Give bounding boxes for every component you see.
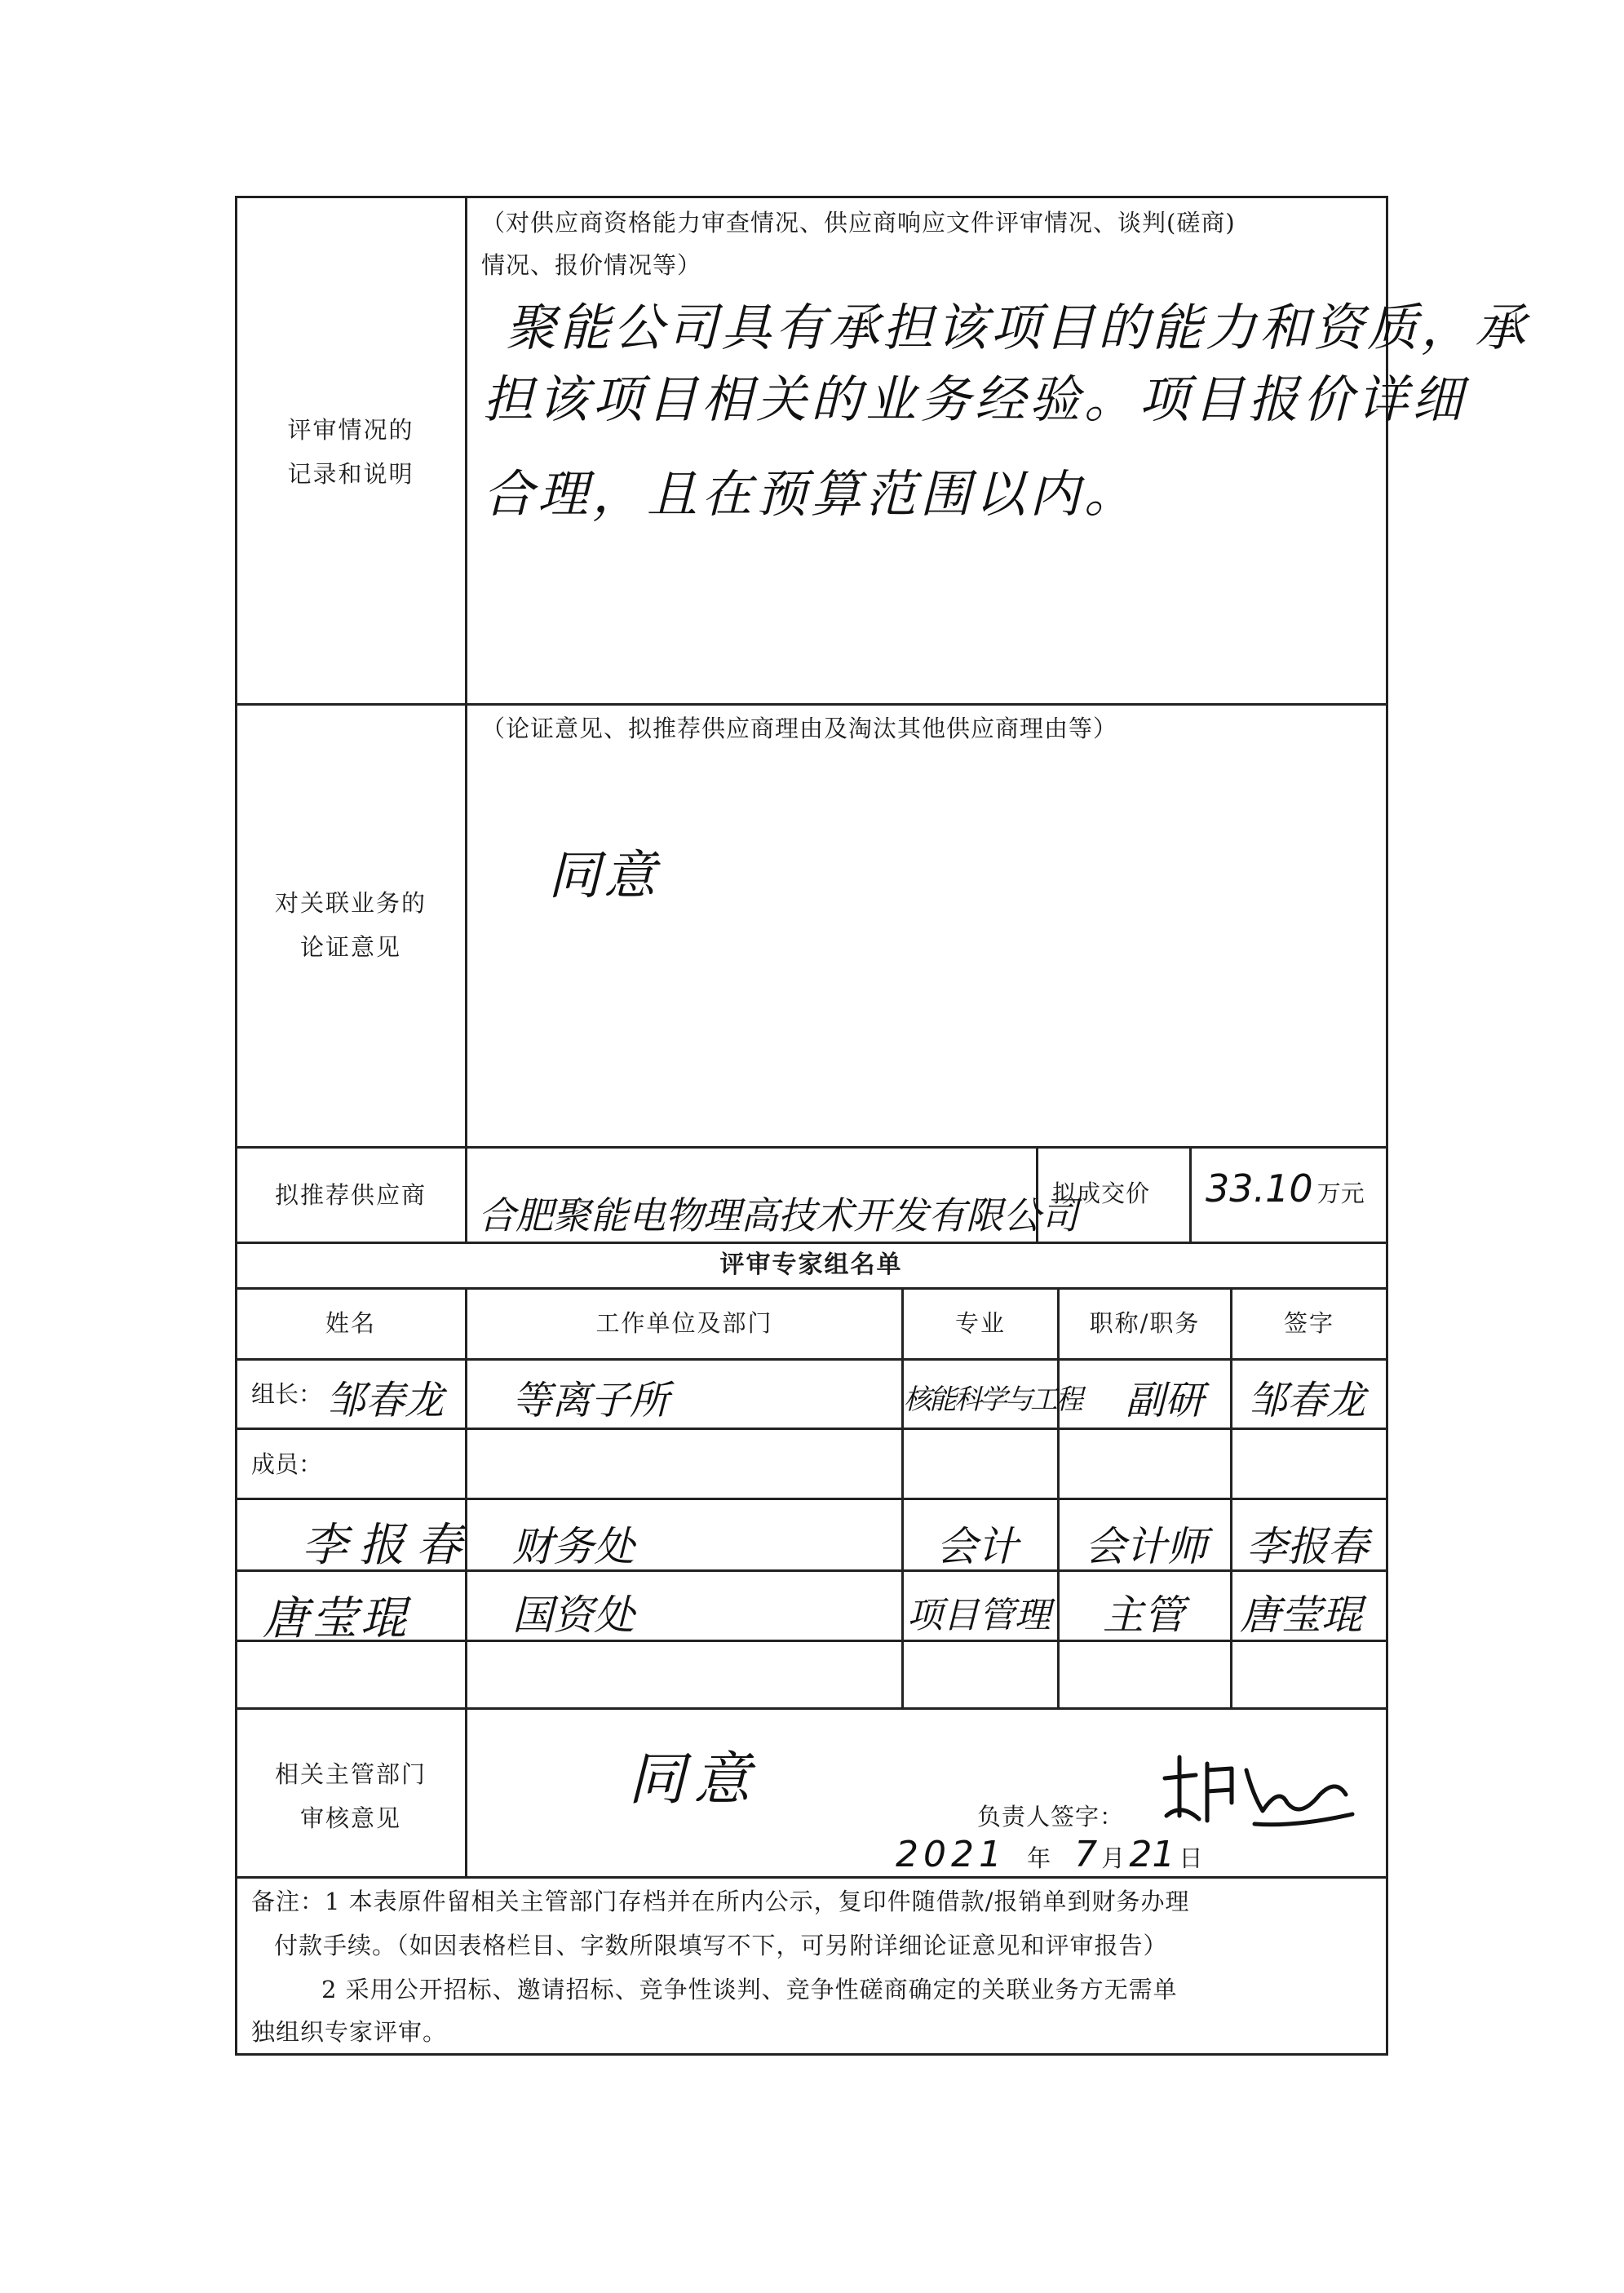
- row-divider-argument: [235, 1146, 1388, 1149]
- argument-label-line1: 对关联业务的: [274, 889, 427, 917]
- review-content-line2: 担该项目相关的业务经验。项目报价详细: [483, 370, 1467, 429]
- dept-date: [896, 1834, 1203, 1875]
- dept-label-line2: 审核意见: [299, 1804, 401, 1832]
- note-line1: 备注：1 本表原件留相关主管部门存档并在所内公示，复印件随借款/报销单到财务办理: [251, 1888, 1190, 1915]
- argument-label: [237, 881, 465, 969]
- note-line3: 2 采用公开招标、邀请招标、竞争性谈判、竞争性磋商确定的关联业务方无需单: [321, 1976, 1178, 2003]
- experts-col-1: [465, 1287, 467, 1708]
- experts-col-2: [901, 1287, 904, 1708]
- review-content-line1: 聚能公司具有承担该项目的能力和资质，承: [506, 298, 1529, 357]
- argument-content: 同意: [548, 846, 659, 906]
- date-day-unit: 日: [1179, 1844, 1203, 1872]
- header-name: 姓名: [325, 1309, 376, 1337]
- note-line4: 独组织专家评审。: [251, 2018, 448, 2046]
- row-divider-experts-header: [235, 1358, 1388, 1361]
- leader-unit: 等离子所: [512, 1378, 670, 1423]
- date-year: 2021: [896, 1834, 1007, 1875]
- table-right-border: [1386, 196, 1388, 2056]
- row-divider-dept: [235, 1876, 1388, 1879]
- member-2-title: 主管: [1103, 1591, 1184, 1639]
- table-top-border: [235, 196, 1388, 198]
- dept-sign-label: 负责人签字：: [977, 1803, 1125, 1830]
- member-1-unit: 财务处: [512, 1523, 635, 1570]
- member-2-major: 项目管理: [907, 1595, 1051, 1636]
- price-cell: [1206, 1166, 1385, 1211]
- price-value: 33.10: [1206, 1166, 1313, 1211]
- row-divider-empty: [235, 1707, 1388, 1710]
- header-sign: 签字: [1283, 1309, 1334, 1337]
- header-major: 专业: [954, 1309, 1006, 1337]
- member-1-sign: 李报春: [1246, 1523, 1369, 1570]
- review-content-line3: 合理，且在预算范围以内。: [483, 464, 1139, 524]
- review-hint-line1: （对供应商资格能力审查情况、供应商响应文件评审情况、谈判(磋商): [481, 209, 1236, 237]
- leader-title: 副研: [1126, 1378, 1205, 1423]
- review-label: [237, 408, 465, 496]
- dept-content: 同意: [628, 1746, 759, 1813]
- leader-sign: 邹春龙: [1248, 1378, 1366, 1423]
- argument-label-line2: 论证意见: [299, 933, 401, 961]
- supplier-label: 拟推荐供应商: [274, 1181, 427, 1209]
- member-1-title: 会计师: [1085, 1523, 1207, 1570]
- label-divider-dept: [465, 1707, 467, 1877]
- experts-title: 评审专家组名单: [719, 1251, 903, 1279]
- review-label-line2: 记录和说明: [287, 460, 414, 488]
- responsible-signature: [1157, 1746, 1361, 1835]
- header-unit: 工作单位及部门: [595, 1309, 773, 1337]
- argument-hint: （论证意见、拟推荐供应商理由及淘汰其他供应商理由等）: [481, 715, 1118, 742]
- dept-label-line1: 相关主管部门: [274, 1760, 427, 1788]
- member-2-sign: 唐莹琨: [1240, 1591, 1362, 1639]
- price-label-divider-right: [1189, 1146, 1192, 1242]
- price-label: 拟成交价: [1052, 1180, 1151, 1207]
- row-divider-review: [235, 703, 1388, 706]
- note-line2: 付款手续。（如因表格栏目、字数所限填写不下，可另附详细论证意见和评审报告）: [274, 1932, 1168, 1959]
- review-hint-line2: 情况、报价情况等）: [481, 251, 702, 279]
- row-divider-members-label: [235, 1498, 1388, 1500]
- label-divider-upper: [465, 196, 467, 1242]
- row-divider-leader: [235, 1428, 1388, 1430]
- date-month-unit: 月: [1101, 1844, 1126, 1872]
- experts-col-4: [1230, 1287, 1232, 1708]
- member-2-unit: 国资处: [512, 1591, 635, 1639]
- date-day: 21: [1129, 1834, 1175, 1875]
- member-2-name: 唐莹琨: [263, 1592, 409, 1645]
- experts-col-3: [1057, 1287, 1060, 1708]
- member-1-major: 会计: [936, 1523, 1018, 1570]
- review-label-line1: 评审情况的: [287, 416, 414, 444]
- leader-name: 邹春龙: [326, 1378, 445, 1423]
- leader-major: 核能科学与工程: [904, 1383, 1081, 1416]
- member-1-name: 李报春: [302, 1519, 473, 1572]
- supplier-value: 合肥聚能电物理高技术开发有限公司: [478, 1193, 1078, 1237]
- date-year-unit: 年: [1027, 1844, 1051, 1872]
- price-unit: 万元: [1316, 1180, 1365, 1207]
- header-title: 职称/职务: [1089, 1309, 1201, 1337]
- date-month: 7: [1074, 1834, 1098, 1875]
- dept-label: [237, 1752, 465, 1840]
- members-label: 成员：: [251, 1450, 323, 1478]
- row-divider-experts-title: [235, 1287, 1388, 1290]
- leader-prefix: 组长：: [251, 1380, 323, 1408]
